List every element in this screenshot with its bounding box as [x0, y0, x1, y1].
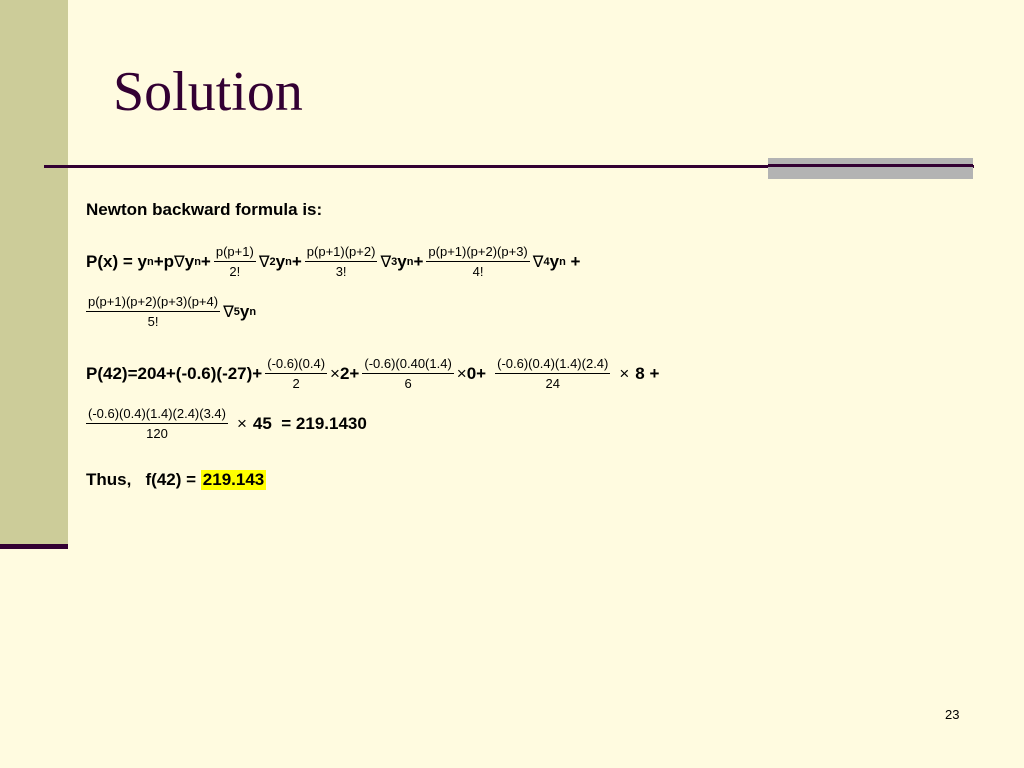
fraction-numerator: p(p+1)(p+2)(p+3)(p+4) — [86, 294, 220, 312]
times-symbol: × — [619, 364, 630, 383]
superscript: 2 — [269, 256, 276, 268]
fraction-term-4 — [426, 244, 529, 280]
nabla-symbol: ∇ — [532, 254, 544, 271]
calc-term-value: 0+ — [466, 364, 487, 383]
subscript-n: n — [249, 306, 257, 318]
formula-line-2 — [86, 294, 256, 330]
nabla-symbol: ∇ — [258, 254, 270, 271]
y-symbol: y — [239, 302, 250, 321]
plus-sign: + — [413, 252, 424, 271]
calc-fraction-3 — [495, 356, 610, 392]
calc-term-value: 2+ — [339, 364, 360, 383]
subscript-n: n — [559, 256, 566, 268]
plus-sign: + — [565, 252, 581, 271]
fraction-term-2 — [214, 244, 256, 280]
nabla-symbol: ∇ — [380, 254, 392, 271]
calculation-lhs: P(42)=204+(-0.6)(-27)+ — [86, 364, 263, 383]
y-symbol: y — [549, 252, 560, 271]
calc-fraction-1 — [265, 356, 327, 392]
superscript: 3 — [391, 256, 398, 268]
fraction-term-5 — [86, 294, 220, 330]
plus-sign: + — [153, 252, 164, 271]
formula-heading — [86, 200, 322, 220]
fraction-numerator: (-0.6)(0.4)(1.4)(2.4)(3.4) — [86, 406, 228, 424]
fraction-denominator: 2! — [229, 264, 241, 279]
times-symbol: × — [330, 364, 340, 383]
fraction-denominator: 120 — [146, 426, 168, 441]
sidebar-decoration — [0, 0, 68, 547]
calc-fraction-2 — [362, 356, 453, 392]
nabla-symbol: ∇ — [174, 254, 185, 271]
times-symbol: × — [236, 414, 247, 433]
fraction-term-3 — [305, 244, 378, 280]
fraction-denominator: 6 — [404, 376, 412, 391]
slide-title: Solution — [113, 61, 303, 123]
sidebar-foot-bar — [0, 544, 68, 549]
result-label: Thus, f(42) = — [86, 470, 201, 489]
calculation-line-1 — [86, 356, 659, 392]
calc-fraction-4 — [86, 406, 228, 442]
calc-term-value: 8 + — [635, 364, 660, 383]
accent-bar — [768, 158, 973, 179]
subscript-n: n — [194, 256, 201, 268]
plus-sign: + — [200, 252, 211, 271]
fraction-denominator: 5! — [147, 314, 159, 329]
p-symbol: p — [163, 252, 175, 271]
subscript-n: n — [146, 256, 154, 268]
fraction-numerator: p(p+1)(p+2)(p+3) — [426, 244, 529, 262]
fraction-numerator: (-0.6)(0.4)(1.4)(2.4) — [495, 356, 610, 374]
result-value-highlight: 219.143 — [202, 470, 265, 489]
fraction-numerator: p(p+1) — [214, 244, 256, 262]
y-symbol: y — [184, 252, 195, 271]
calculation-line-2 — [86, 406, 367, 442]
page-number: 23 — [945, 707, 960, 722]
fraction-numerator: p(p+1)(p+2) — [305, 244, 378, 262]
superscript: 5 — [233, 306, 240, 318]
fraction-denominator: 4! — [472, 264, 484, 279]
plus-sign: + — [291, 252, 302, 271]
fraction-denominator: 3! — [335, 264, 347, 279]
fraction-denominator: 2 — [292, 376, 300, 391]
superscript: 4 — [543, 256, 550, 268]
y-symbol: y — [275, 252, 286, 271]
nabla-symbol: ∇ — [223, 304, 234, 321]
formula-lhs: P(x) = y — [86, 252, 147, 271]
calc-total: 45 = 219.1430 — [252, 414, 367, 433]
fraction-numerator: (-0.6)(0.40(1.4) — [362, 356, 453, 374]
times-symbol: × — [456, 364, 467, 383]
fraction-numerator: (-0.6)(0.4) — [265, 356, 327, 374]
subscript-n: n — [406, 256, 414, 268]
result-line — [86, 470, 266, 490]
subscript-n: n — [285, 256, 292, 268]
formula-line-1 — [86, 244, 580, 280]
y-symbol: y — [397, 252, 407, 271]
heading-text: Newton backward formula is: — [86, 200, 323, 219]
fraction-denominator: 24 — [545, 376, 560, 391]
